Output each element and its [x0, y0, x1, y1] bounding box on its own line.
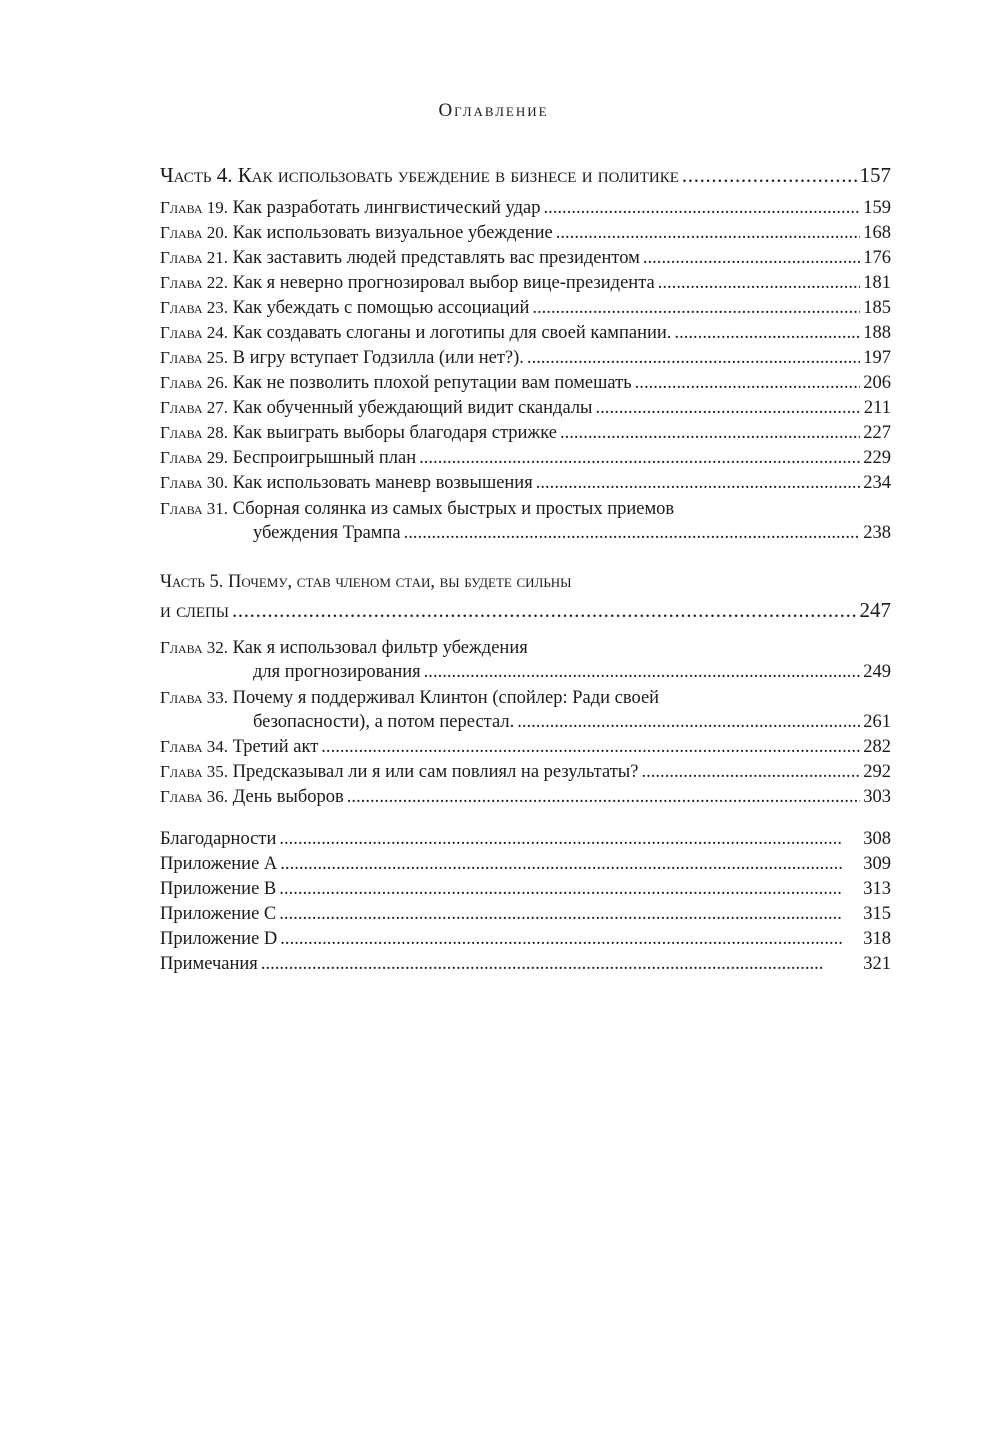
chapter-label: Глава 26.	[160, 373, 229, 392]
entry-title: Приложение A	[160, 854, 278, 874]
chapter-label: Глава 21.	[160, 248, 229, 267]
page-number: 313	[863, 879, 891, 899]
toc-chapter-31[interactable]	[160, 496, 891, 546]
chapter-title: Как я неверно прогнозировал выбор вице-президента	[232, 273, 655, 293]
toc-chapter-19[interactable]	[160, 196, 891, 221]
chapter-label: Глава 28.	[160, 423, 229, 442]
dot-leader	[596, 396, 861, 421]
page-number: 303	[863, 787, 891, 807]
entry-title: Приложение D	[160, 929, 278, 949]
dot-leader	[517, 710, 860, 735]
chapter-title: Как использовать визуальное убеждение	[232, 223, 553, 243]
dot-leader	[347, 785, 860, 810]
dot-leader	[643, 246, 860, 271]
toc-chapter-29[interactable]	[160, 446, 891, 471]
part-label: Часть 4.	[160, 163, 233, 187]
toc-chapter-24[interactable]	[160, 321, 891, 346]
toc-chapter-36[interactable]	[160, 785, 891, 810]
dot-leader	[532, 296, 860, 321]
entry-title: Приложение C	[160, 904, 277, 924]
dot-leader	[635, 371, 861, 396]
page-number: 315	[863, 904, 891, 924]
toc-chapter-35[interactable]	[160, 760, 891, 785]
dot-leader	[419, 446, 860, 471]
chapter-label: Глава 20.	[160, 223, 229, 242]
dot-leader	[536, 471, 861, 496]
chapter-label: Глава 25.	[160, 348, 229, 367]
chapter-title-line2: убеждения Трампа	[253, 523, 401, 543]
dot-leader	[279, 827, 860, 852]
page-number: 157	[859, 163, 891, 187]
page-number: 211	[863, 398, 891, 418]
page-number: 308	[863, 829, 891, 849]
page-number: 292	[863, 762, 891, 782]
dot-leader	[682, 160, 857, 190]
toc-chapter-34[interactable]	[160, 735, 891, 760]
entry-title: Благодарности	[160, 829, 277, 849]
toc-chapter-28[interactable]	[160, 421, 891, 446]
toc-appendix-a[interactable]	[160, 852, 891, 877]
toc-chapter-32[interactable]	[160, 635, 891, 685]
table-of-contents	[160, 160, 891, 977]
page-number: 321	[863, 954, 891, 974]
chapter-label: Глава 19.	[160, 198, 229, 217]
dot-leader	[280, 927, 860, 952]
chapter-title: Предсказывал ли я или сам повлиял на результаты?	[232, 762, 639, 782]
page-number: 206	[863, 373, 891, 393]
chapter-title: Как не позволить плохой репутации вам помешать	[232, 373, 632, 393]
chapter-title: Как обученный убеждающий видит скандалы	[232, 398, 593, 418]
dot-leader	[232, 595, 857, 625]
toc-chapter-23[interactable]	[160, 296, 891, 321]
chapter-label: Глава 23.	[160, 298, 229, 317]
chapter-label: Глава 36.	[160, 787, 229, 806]
page-number: 159	[863, 198, 891, 218]
chapter-label: Глава 33.	[160, 688, 229, 707]
page-number: 282	[863, 737, 891, 757]
page-number: 229	[863, 448, 891, 468]
toc-appendix-b[interactable]	[160, 877, 891, 902]
dot-leader	[543, 196, 860, 221]
chapter-title: Как использовать маневр возвышения	[232, 473, 533, 493]
page-title: Оглавление	[438, 100, 549, 121]
toc-part-4[interactable]	[160, 160, 891, 190]
toc-chapter-22[interactable]	[160, 271, 891, 296]
toc-chapter-21[interactable]	[160, 246, 891, 271]
toc-appendix-c[interactable]	[160, 902, 891, 927]
toc-chapter-20[interactable]	[160, 221, 891, 246]
chapter-title: Как убеждать с помощью ассоциаций	[232, 298, 530, 318]
part-title-line1: Почему, став членом стаи, вы будете сильны	[227, 572, 572, 592]
chapter-title-line2: для прогнозирования	[253, 662, 421, 682]
dot-leader	[321, 735, 860, 760]
chapter-title: Третий акт	[232, 737, 319, 757]
dot-leader	[279, 902, 860, 927]
toc-notes[interactable]	[160, 952, 891, 977]
page-number: 176	[863, 248, 891, 268]
chapter-label: Глава 27.	[160, 398, 229, 417]
dot-leader	[560, 421, 860, 446]
dot-leader	[404, 521, 861, 546]
chapter-title: Как создавать слоганы и логотипы для своей кампании.	[232, 323, 672, 343]
chapter-title: Как разработать лингвистический удар	[232, 198, 541, 218]
dot-leader	[279, 877, 860, 902]
page-number: 185	[863, 298, 891, 318]
chapter-title: Как заставить людей представлять вас президентом	[232, 248, 640, 268]
part-title: Как использовать убеждение в бизнесе и политике	[237, 163, 679, 187]
toc-acknowledgements[interactable]	[160, 827, 891, 852]
chapter-title-line1: Как я использовал фильтр убеждения	[232, 638, 528, 658]
toc-chapter-27[interactable]	[160, 396, 891, 421]
toc-part-5[interactable]	[160, 570, 891, 625]
page-number: 188	[863, 323, 891, 343]
page-number: 318	[863, 929, 891, 949]
part-title-line2: и слепы	[160, 598, 229, 622]
dot-leader	[527, 346, 860, 371]
chapter-title: Как выиграть выборы благодаря стрижке	[232, 423, 557, 443]
chapter-label: Глава 31.	[160, 499, 229, 518]
toc-chapter-25[interactable]	[160, 346, 891, 371]
entry-title: Примечания	[160, 954, 258, 974]
dot-leader	[674, 321, 860, 346]
page-number: 197	[863, 348, 891, 368]
chapter-title: Беспроигрышный план	[232, 448, 417, 468]
chapter-label: Глава 22.	[160, 273, 229, 292]
chapter-label: Глава 24.	[160, 323, 229, 342]
chapter-title-line1: Почему я поддерживал Клинтон (спойлер: Ради своей	[232, 688, 660, 708]
page-number: 261	[863, 712, 891, 732]
dot-leader	[658, 271, 861, 296]
chapter-label: Глава 35.	[160, 762, 229, 781]
dot-leader	[261, 952, 860, 977]
toc-appendix-d[interactable]	[160, 927, 891, 952]
chapter-label: Глава 32.	[160, 638, 229, 657]
chapter-title-line1: Сборная солянка из самых быстрых и простых приемов	[232, 499, 675, 519]
entry-title: Приложение B	[160, 879, 277, 899]
toc-chapter-26[interactable]	[160, 371, 891, 396]
toc-chapter-30[interactable]	[160, 471, 891, 496]
page-number: 247	[859, 598, 891, 622]
dot-leader	[280, 852, 860, 877]
page-number: 238	[863, 523, 891, 543]
chapter-label: Глава 29.	[160, 448, 229, 467]
dot-leader	[641, 760, 860, 785]
page-number: 181	[863, 273, 891, 293]
page-number: 309	[863, 854, 891, 874]
chapter-title: День выборов	[232, 787, 344, 807]
chapter-label: Глава 34.	[160, 737, 229, 756]
chapter-title: В игру вступает Годзилла (или нет?).	[232, 348, 524, 368]
toc-chapter-33[interactable]	[160, 685, 891, 735]
dot-leader	[424, 660, 861, 685]
part-label: Часть 5.	[160, 572, 224, 592]
page-number: 168	[863, 223, 891, 243]
chapter-title-line2: безопасности), а потом перестал.	[253, 712, 515, 732]
chapter-label: Глава 30.	[160, 473, 229, 492]
dot-leader	[556, 221, 861, 246]
page-number: 234	[863, 473, 891, 493]
page-number: 249	[863, 662, 891, 682]
page-number: 227	[863, 423, 891, 443]
